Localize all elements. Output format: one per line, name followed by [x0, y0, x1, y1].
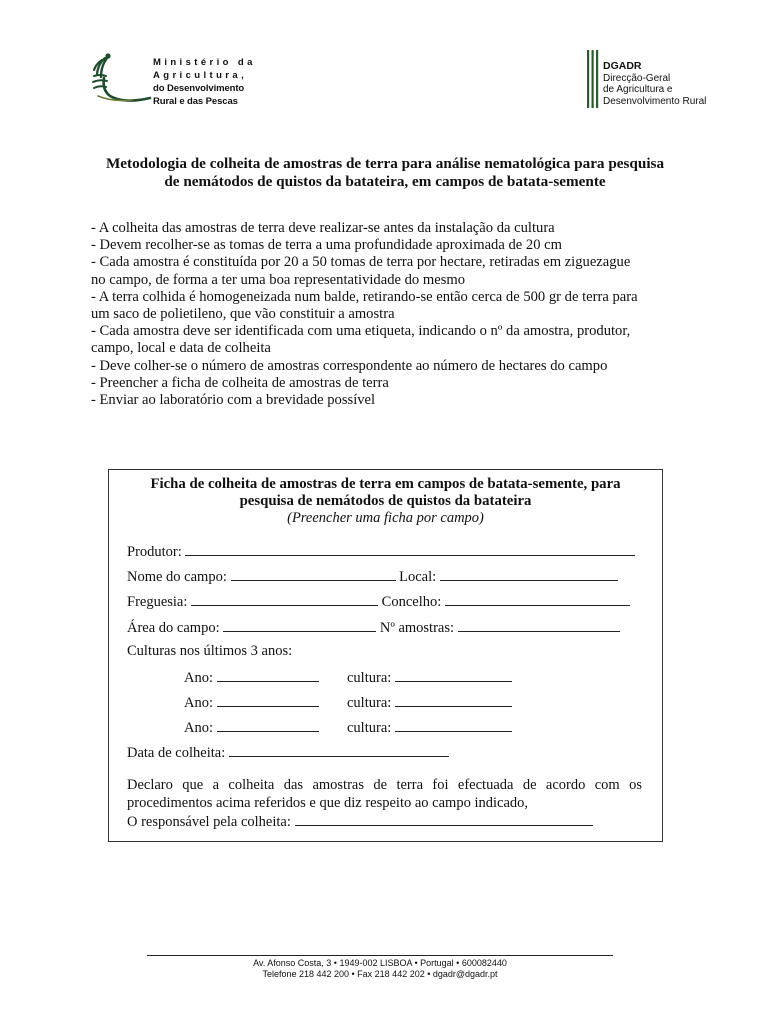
freguesia-concelho-row: [127, 592, 630, 611]
local-field[interactable]: [440, 567, 618, 581]
concelho-label: Concelho:: [381, 594, 442, 610]
data-colheita-field[interactable]: [229, 743, 449, 757]
responsavel-row: [127, 812, 642, 832]
freguesia-field[interactable]: [191, 592, 378, 606]
ministry-name: [153, 56, 256, 108]
n-amostras-label: Nº amostras:: [379, 620, 455, 636]
form-title-line-2: pesquisa de nemátodos de quistos da batateira: [239, 493, 532, 509]
form-title: [109, 476, 662, 510]
instruction-line: - A colheita das amostras de terra deve realizar-se antes da instalação da cultura: [91, 220, 555, 236]
declaration-text: [127, 777, 642, 832]
instruction-line: no campo, de forma a ter uma boa representatividade do mesmo: [91, 271, 466, 288]
nome-campo-label: Nome do campo:: [127, 569, 227, 585]
campo-local-row: [127, 567, 618, 586]
n-amostras-field[interactable]: [458, 618, 620, 632]
form-subtitle: (Preencher uma ficha por campo): [287, 510, 484, 526]
instruction-line: - Devem recolher-se as tomas de terra a uma profundidade aproximada de 20 cm: [91, 237, 562, 254]
instruction-line: - Cada amostra deve ser identificada com uma etiqueta, indicando o nº da amostra, produtor,: [91, 323, 631, 340]
document-title-line-1: Metodologia de colheita de amostras de terra para análise nematológica para pesquisa: [105, 155, 665, 172]
nome-campo-field[interactable]: [231, 567, 396, 581]
ministry-logo-icon: [88, 52, 152, 108]
area-label: Área do campo:: [127, 620, 220, 636]
produtor-label: Produtor:: [127, 544, 182, 560]
instruction-line: - Preencher a ficha de colheita de amostras de terra: [91, 374, 389, 391]
document-title-line-2: de nemátodos de quistos da batateira, em campos de batata-semente: [164, 173, 606, 190]
dgadr-line-1: Direcção-Geral: [603, 72, 671, 84]
form-title-line-1: Ficha de colheita de amostras de terra em campos de batata-semente, para: [150, 476, 621, 492]
instruction-line: - A terra colhida é homogeneizada num balde, retirando-se então cerca de 500 gr de terra para: [91, 288, 638, 305]
ministry-line-4: Rural e das Pescas: [153, 96, 238, 107]
cultura-history-row: [347, 718, 512, 737]
cultura-history-row: [184, 718, 319, 737]
ano-field-3[interactable]: [217, 718, 319, 732]
footer-contacts: Telefone 218 442 200 • Fax 218 442 202 • dgadr@dgadr.pt: [262, 969, 498, 979]
dgadr-identity: [603, 61, 706, 107]
cultura-history-row: [184, 693, 319, 712]
declaration-line-1: Declaro que a colheita das amostras de terra foi efectuada de acordo com os: [127, 777, 642, 793]
instructions-list: [91, 220, 681, 409]
data-colheita-row: [127, 743, 449, 762]
instruction-line: - Enviar ao laboratório com a brevidade possível: [91, 392, 376, 409]
data-colheita-label: Data de colheita:: [127, 745, 226, 761]
declaration-line-2: procedimentos acima referidos e que diz respeito ao campo indicado,: [127, 794, 529, 811]
ano-label: Ano:: [184, 695, 213, 711]
ministry-line-1: Ministério da: [153, 57, 256, 68]
responsavel-label: O responsável pela colheita:: [127, 814, 291, 830]
responsavel-field[interactable]: [295, 812, 593, 826]
cultura-label: cultura:: [347, 670, 392, 686]
footer-address: Av. Afonso Costa, 3 • 1949-002 LISBOA • Portugal • 600082440: [253, 958, 507, 968]
instruction-line: - Deve colher-se o número de amostras correspondente ao número de hectares do campo: [91, 357, 608, 374]
concelho-field[interactable]: [445, 592, 630, 606]
cultura-history-row: [347, 693, 512, 712]
cultura-field-1[interactable]: [395, 668, 512, 682]
area-field[interactable]: [223, 618, 376, 632]
produtor-row: [127, 542, 635, 561]
cultura-field-2[interactable]: [395, 693, 512, 707]
document-title: [70, 155, 700, 191]
cultura-label: cultura:: [347, 720, 392, 736]
dgadr-logo-icon: [587, 50, 599, 108]
instruction-line: um saco de polietileno, que vão constituir a amostra: [91, 306, 395, 323]
ano-label: Ano:: [184, 670, 213, 686]
ministry-line-2: Agricultura,: [153, 70, 248, 81]
collection-form: [108, 469, 663, 842]
dgadr-line-2: de Agricultura e: [603, 84, 673, 95]
ano-label: Ano:: [184, 720, 213, 736]
cultura-history-row: [347, 668, 512, 687]
footer-divider: [147, 955, 613, 956]
cultura-field-3[interactable]: [395, 718, 512, 732]
freguesia-label: Freguesia:: [127, 594, 188, 610]
local-label: Local:: [399, 569, 437, 585]
dgadr-line-3: Desenvolvimento Rural: [603, 95, 707, 107]
cultura-label: cultura:: [347, 695, 392, 711]
ano-field-1[interactable]: [217, 668, 319, 682]
area-amostras-row: [127, 618, 620, 637]
dgadr-abbreviation: DGADR: [603, 60, 642, 72]
produtor-field[interactable]: [185, 542, 635, 556]
instruction-line: campo, local e data de colheita: [91, 340, 271, 357]
instruction-line: - Cada amostra é constituída por 20 a 50 tomas de terra por hectare, retiradas em ziguezague: [91, 254, 631, 271]
culturas-label: Culturas nos últimos 3 anos:: [127, 643, 293, 659]
footer: [147, 958, 613, 980]
ministry-line-3: do Desenvolvimento: [153, 83, 245, 94]
culturas-row: [127, 643, 292, 660]
cultura-history-row: [184, 668, 319, 687]
ano-field-2[interactable]: [217, 693, 319, 707]
